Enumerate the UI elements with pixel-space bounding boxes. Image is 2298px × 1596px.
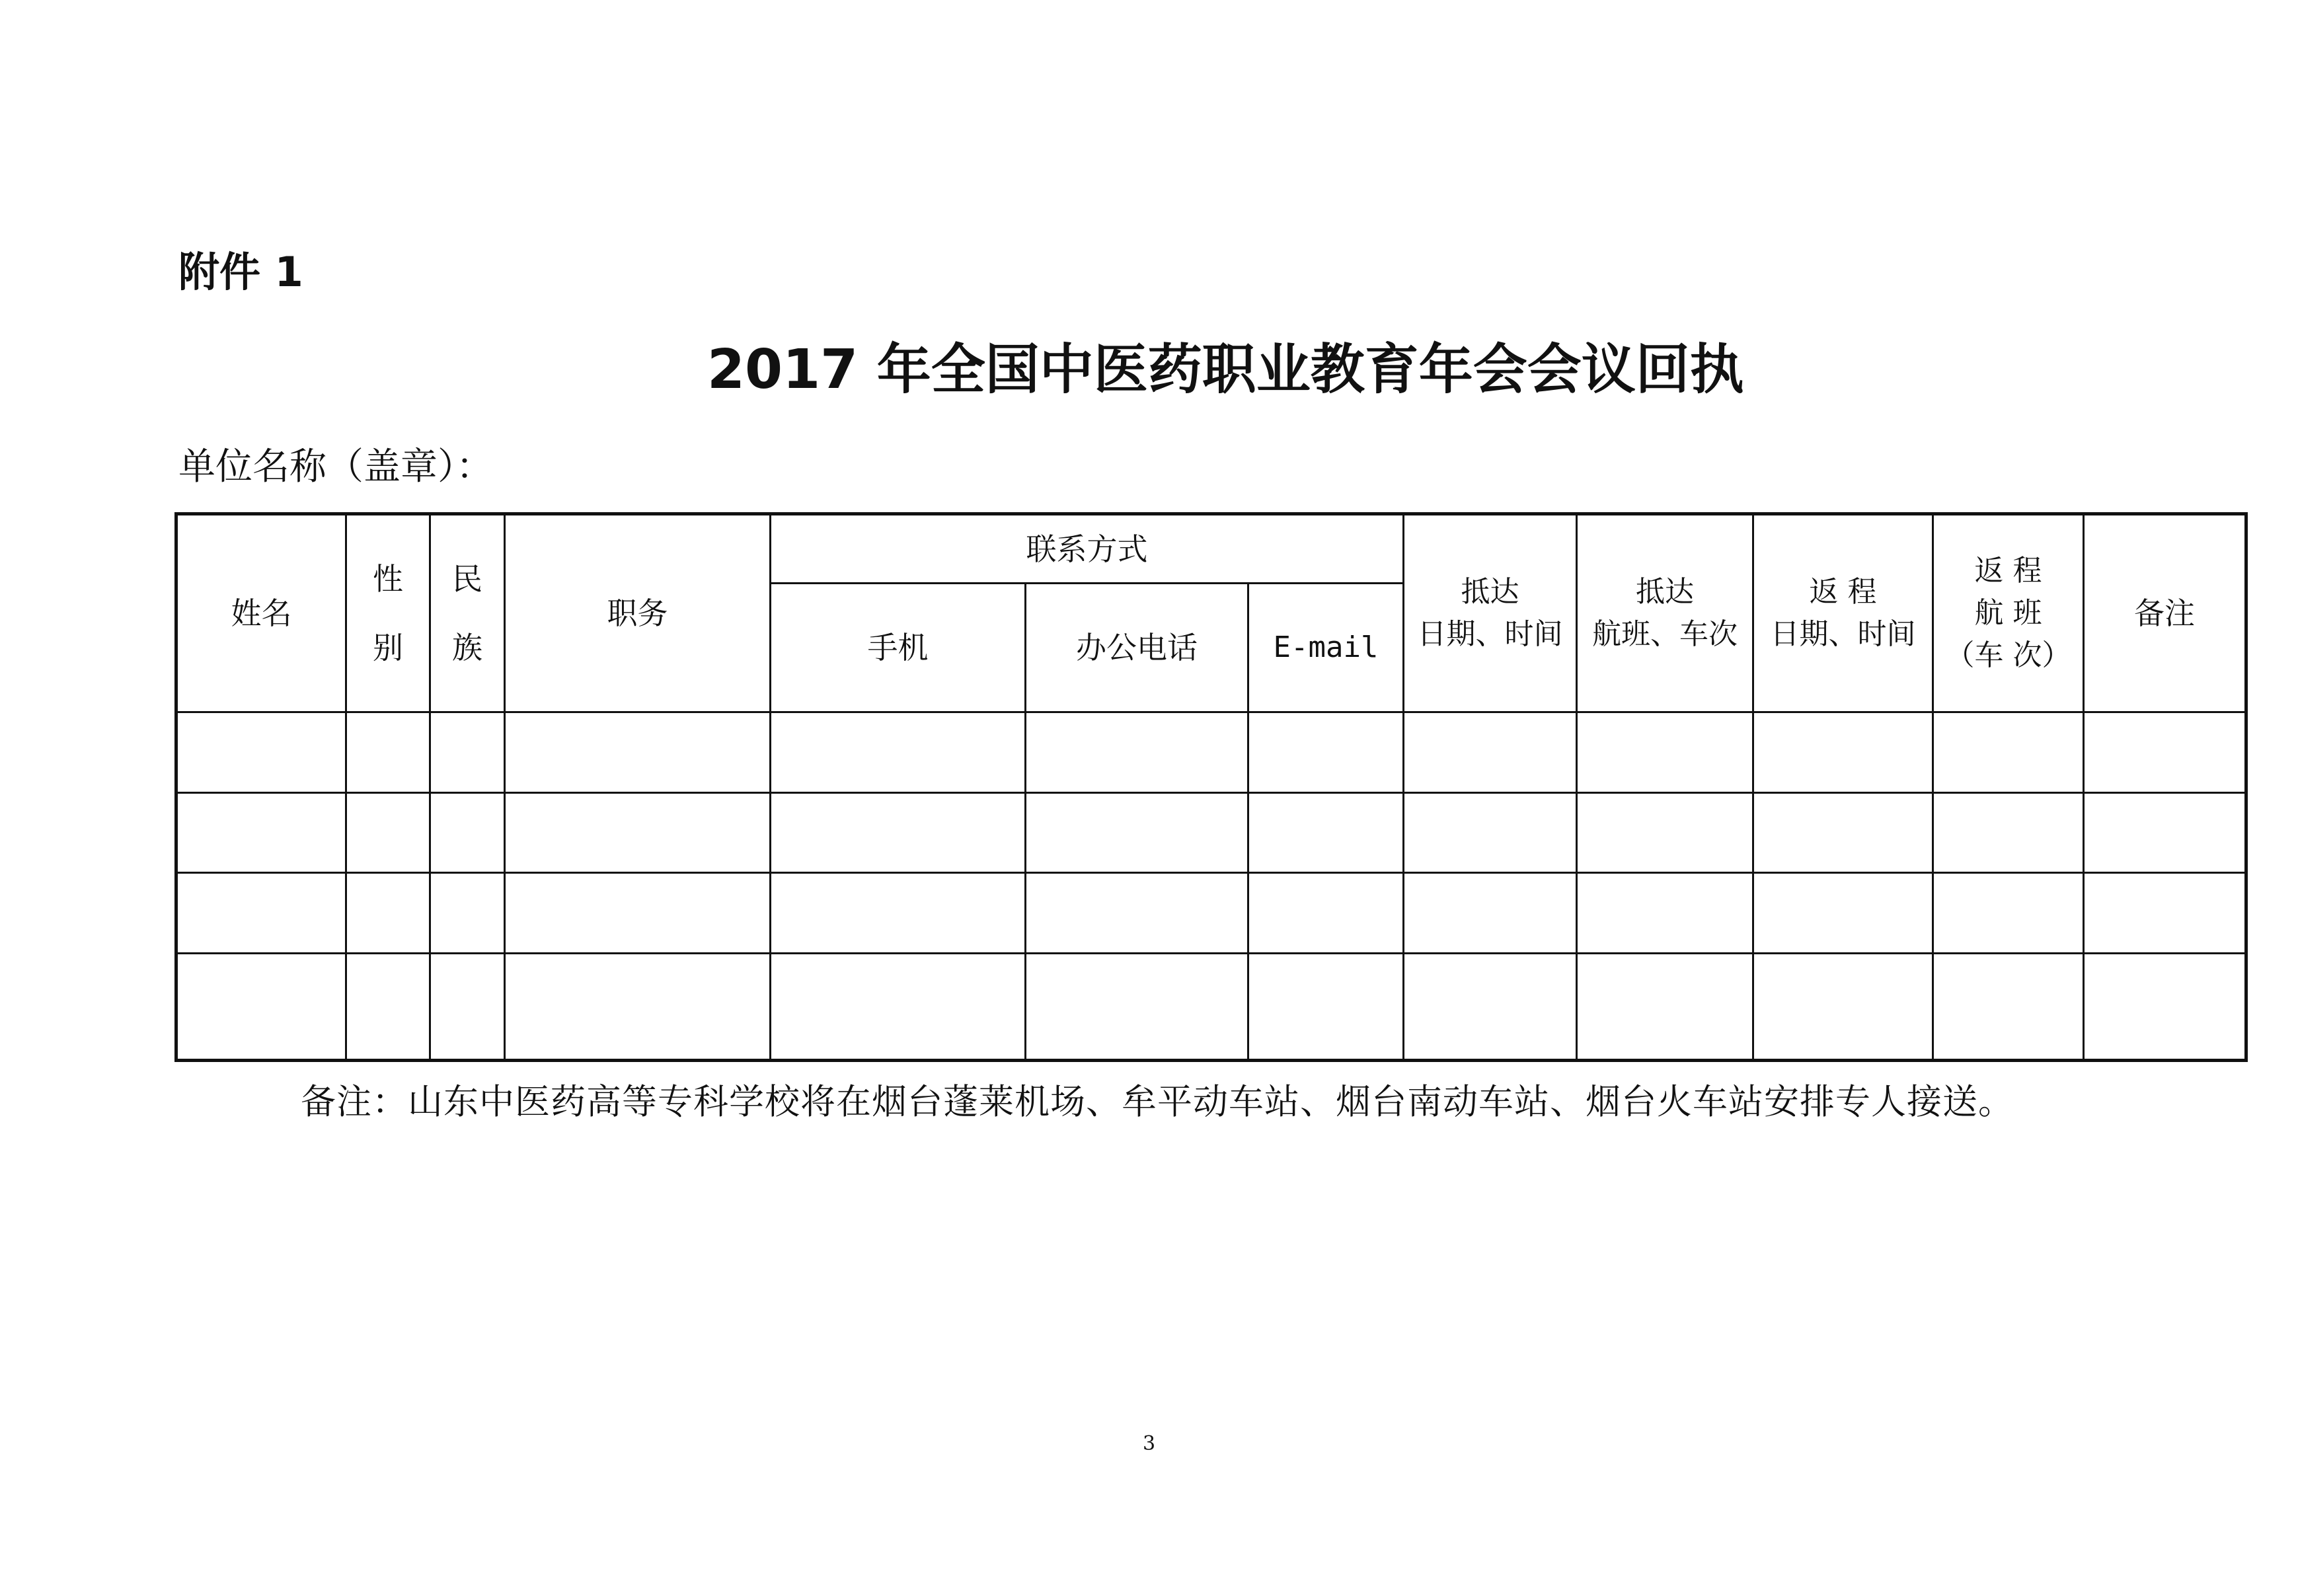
table-cell[interactable] <box>1404 792 1577 873</box>
footnote: 备注：山东中医药高等专科学校将在烟台蓬莱机场、牟平动车站、烟台南动车站、烟台火车站安排专人接送。 <box>301 1082 2014 1122</box>
page-number: 3 <box>1142 1432 1156 1455</box>
table-cell[interactable] <box>1026 873 1248 954</box>
table-cell[interactable] <box>1026 953 1248 1060</box>
header-return-datetime-line: 日期、时间 <box>1770 617 1916 651</box>
table-cell[interactable] <box>771 873 1026 954</box>
table-cell[interactable] <box>505 873 771 954</box>
table-cell[interactable] <box>771 792 1026 873</box>
table-cell[interactable] <box>2084 873 2246 954</box>
header-arrival-datetime <box>1404 514 1577 712</box>
table-cell[interactable] <box>430 712 505 793</box>
header-mobile: 手机 <box>771 584 1026 712</box>
header-ethnicity-line: 族 <box>452 630 482 665</box>
header-return-datetime-line: 返 程 <box>1809 575 1877 609</box>
table-cell[interactable] <box>1248 792 1404 873</box>
table-cell[interactable] <box>1404 712 1577 793</box>
header-arrival-flight-line: 抵达 <box>1636 575 1695 609</box>
table-cell[interactable] <box>430 953 505 1060</box>
header-return-flight <box>1933 514 2084 712</box>
table-cell[interactable] <box>1933 953 2084 1060</box>
table-cell[interactable] <box>346 953 430 1060</box>
table-cell[interactable] <box>505 712 771 793</box>
table-row <box>176 953 2246 1060</box>
table-cell[interactable] <box>1753 953 1933 1060</box>
header-arrival-flight-line: 航班、车次 <box>1592 617 1738 651</box>
table-cell[interactable] <box>1577 873 1753 954</box>
table-cell[interactable] <box>176 873 346 954</box>
header-gender <box>346 514 430 712</box>
registration-table <box>174 512 2248 1062</box>
table-cell[interactable] <box>430 873 505 954</box>
table-cell[interactable] <box>1933 712 2084 793</box>
table-row <box>176 873 2246 954</box>
attachment-label: 附件 1 <box>178 248 303 296</box>
table-cell[interactable] <box>1026 792 1248 873</box>
header-return-datetime <box>1753 514 1933 712</box>
header-arrival-datetime-line: 日期、时间 <box>1417 617 1563 651</box>
header-ethnicity <box>430 514 505 712</box>
table-cell[interactable] <box>1933 873 2084 954</box>
header-gender-line: 性 <box>373 561 403 597</box>
header-return-flight-line: 航 班 <box>1974 596 2042 630</box>
table-body <box>176 712 2246 1061</box>
header-remarks: 备注 <box>2084 514 2246 712</box>
table-header <box>176 514 2246 712</box>
table-cell[interactable] <box>1933 792 2084 873</box>
table-cell[interactable] <box>771 953 1026 1060</box>
table-cell[interactable] <box>2084 953 2246 1060</box>
table-cell[interactable] <box>1753 792 1933 873</box>
table-cell[interactable] <box>346 873 430 954</box>
header-contact-group: 联系方式 <box>771 514 1404 584</box>
table-cell[interactable] <box>346 792 430 873</box>
table-cell[interactable] <box>1577 953 1753 1060</box>
unit-name-line: 单位名称（盖章）： <box>178 445 493 488</box>
header-gender-line: 别 <box>373 630 403 665</box>
table-cell[interactable] <box>2084 712 2246 793</box>
table-cell[interactable] <box>1248 953 1404 1060</box>
table-cell[interactable] <box>176 953 346 1060</box>
table-cell[interactable] <box>1026 712 1248 793</box>
table-cell[interactable] <box>176 792 346 873</box>
table-cell[interactable] <box>1577 712 1753 793</box>
table-cell[interactable] <box>1753 712 1933 793</box>
header-arrival-datetime-line: 抵达 <box>1461 575 1519 609</box>
table-cell[interactable] <box>505 792 771 873</box>
table-cell[interactable] <box>771 712 1026 793</box>
table-row <box>176 792 2246 873</box>
header-email: E-mail <box>1248 584 1404 712</box>
table-cell[interactable] <box>1248 712 1404 793</box>
document-title: 2017 年全国中医药职业教育年会会议回执 <box>707 338 1744 401</box>
header-ethnicity-line: 民 <box>452 561 482 597</box>
header-return-flight-line: 返 程 <box>1974 554 2042 588</box>
table-cell[interactable] <box>2084 792 2246 873</box>
table-row <box>176 712 2246 793</box>
header-name: 姓名 <box>176 514 346 712</box>
header-arrival-flight <box>1577 514 1753 712</box>
table-cell[interactable] <box>1404 873 1577 954</box>
table-cell[interactable] <box>1404 953 1577 1060</box>
table-cell[interactable] <box>346 712 430 793</box>
header-position: 职务 <box>505 514 771 712</box>
table-cell[interactable] <box>176 712 346 793</box>
table-cell[interactable] <box>505 953 771 1060</box>
header-return-flight-line: （车 次） <box>1945 638 2071 672</box>
table-cell[interactable] <box>1248 873 1404 954</box>
table-cell[interactable] <box>1753 873 1933 954</box>
table-cell[interactable] <box>430 792 505 873</box>
header-office-phone: 办公电话 <box>1026 584 1248 712</box>
table-cell[interactable] <box>1577 792 1753 873</box>
